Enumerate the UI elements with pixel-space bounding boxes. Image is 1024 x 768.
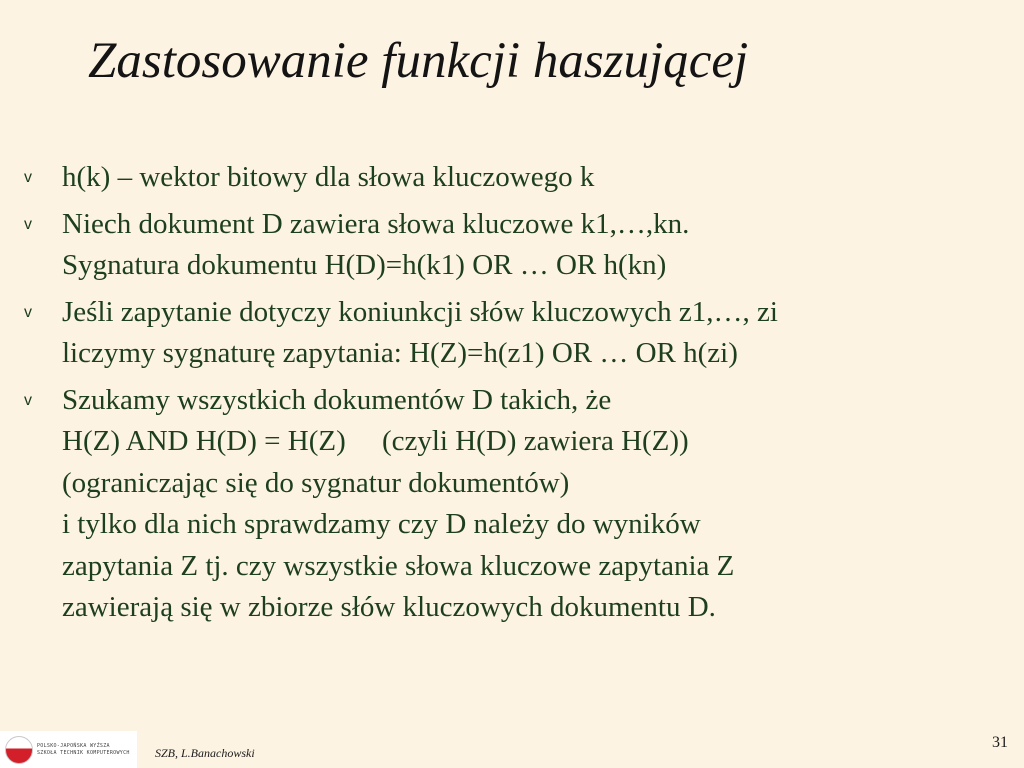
bullet-item bbox=[24, 380, 1004, 629]
university-logo bbox=[0, 731, 137, 768]
bullet-marker-icon: v bbox=[24, 391, 32, 409]
bullet-text-line: H(Z) AND H(D) = H(Z) (czyli H(D) zawiera H(Z)) bbox=[62, 425, 689, 457]
bullet-item bbox=[24, 157, 1004, 199]
bullet-text-line: Sygnatura dokumentu H(D)=h(k1) OR … OR h(kn) bbox=[62, 249, 667, 281]
bullet-list bbox=[24, 157, 1004, 634]
bullet-text-line: i tylko dla nich sprawdzamy czy D należy do wyników bbox=[62, 508, 701, 540]
bullet-item bbox=[24, 292, 1004, 375]
bullet-marker-icon: v bbox=[24, 303, 32, 321]
footer-author: SZB, L.Banachowski bbox=[155, 746, 255, 760]
bullet-text-line: Jeśli zapytanie dotyczy koniunkcji słów kluczowych z1,…, zi bbox=[62, 295, 778, 328]
bullet-text-line: zawierają się w zbiorze słów kluczowych dokumentu D. bbox=[62, 591, 716, 623]
bullet-marker-icon: v bbox=[24, 215, 32, 233]
logo-emblem-icon bbox=[5, 736, 33, 764]
bullet-text-line: Szukamy wszystkich dokumentów D takich, że bbox=[62, 383, 612, 416]
bullet-marker-icon: v bbox=[24, 169, 32, 186]
bullet-text-line: h(k) – wektor bitowy dla słowa kluczowego k bbox=[62, 161, 595, 193]
bullet-item bbox=[24, 204, 1004, 287]
slide-title: Zastosowanie funkcji haszującej bbox=[88, 33, 749, 89]
logo-text-line: SZKOŁA TECHNIK KOMPUTEROWYCH bbox=[37, 750, 130, 756]
logo-text-line: POLSKO-JAPOŃSKA WYŻSZA bbox=[37, 743, 110, 749]
page-number: 31 bbox=[992, 734, 1008, 751]
bullet-text-line: (ograniczając się do sygnatur dokumentów) bbox=[62, 466, 570, 499]
bullet-text-line: Niech dokument D zawiera słowa kluczowe k1,…,kn. bbox=[62, 207, 690, 240]
bullet-text-line: liczymy sygnaturę zapytania: H(Z)=h(z1) OR … OR h(zi) bbox=[62, 337, 738, 369]
logo-text bbox=[37, 743, 130, 757]
bullet-text-line: zapytania Z tj. czy wszystkie słowa kluczowe zapytania Z bbox=[62, 549, 735, 582]
